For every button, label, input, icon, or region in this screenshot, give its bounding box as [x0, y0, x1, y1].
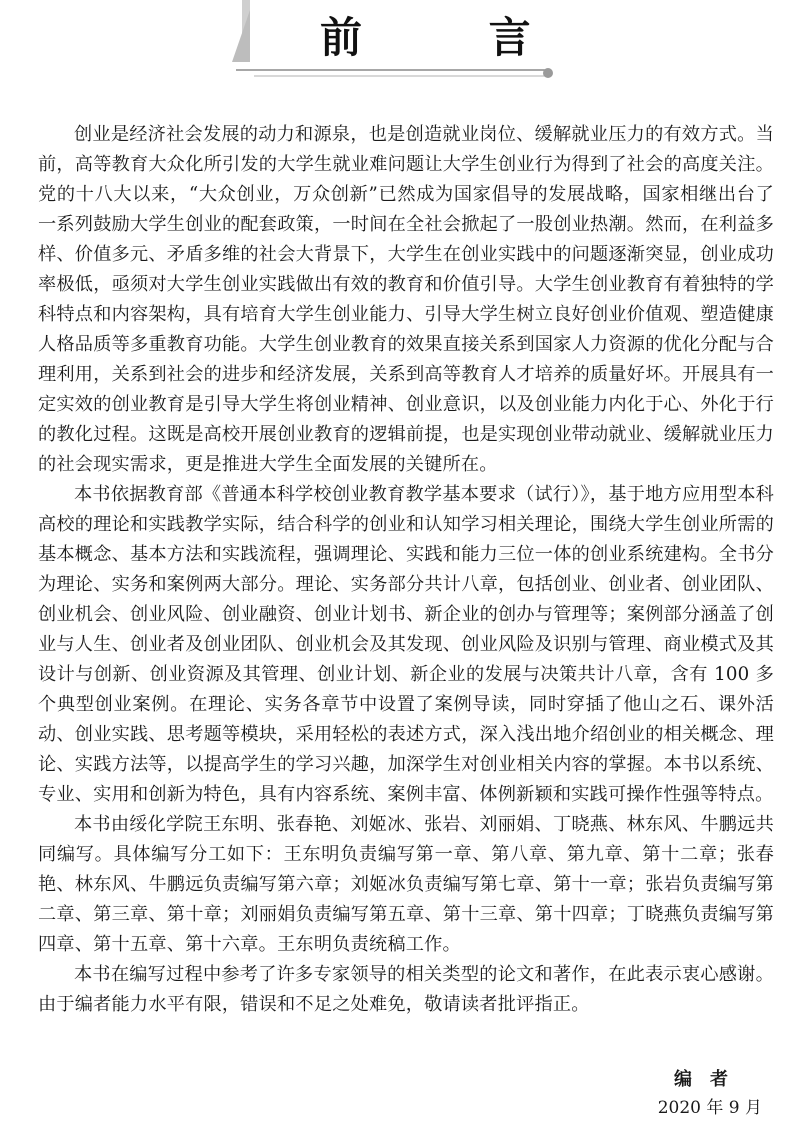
page-title: 前 言	[320, 13, 587, 62]
date-label: 2020 年 9 月	[657, 1098, 762, 1118]
paragraph: 创业是经济社会发展的动力和源泉，也是创造就业岗位、缓解就业压力的有效方式。当前，高等教育大众化所引发的大学生就业难问题让大学生创业行为得到了社会的高度关注。党的十八大以来，“大众创业，万众创新”已然成为国家倡导的发展战略，国家相继出台了一系列鼓励大学生创业的配套政策，一时间在全社会掀起了一股创业热潮。然而，在利益多样、价值多元、矛盾多维的社会大背景下，大学生在创业实践中的问题逐渐突显，创业成功率极低，亟须对大学生创业实践做出有效的教育和价值引导。大学生创业教育有着独特的学科特点和内容架构，具有培育大学生创业能力、引导大学生树立良好创业价值观、塑造健康人格品质等多重教育功能。大学生创业教育的效果直接关系到国家人力资源的优化分配与合理利用，关系到社会的进步和经济发展，关系到高等教育人才培养的质量好坏。开展具有一定实效的创业教育是引导大学生将创业精神、创业意识，以及创业能力内化于心、外化于行的教化过程。这既是高校开展创业教育的逻辑前提，也是实现创业带动就业、缓解就业压力的社会现实需求，更是推进大学生全面发展的关键所在。	[38, 124, 774, 475]
paragraph: 本书依据教育部《普通本科学校创业教育教学基本要求（试行）》，基于地方应用型本科高校的理论和实践教学实际，结合科学的创业和认知学习相关理论，围绕大学生创业所需的基本概念、基本方法和实践流程，强调理论、实践和能力三位一体的创业系统建构。全书分为理论、实务和案例两大部分。理论、实务部分共计八章，包括创业、创业者、创业团队、创业机会、创业风险、创业融资、创业计划书、新企业的创办与管理等；案例部分涵盖了创业与人生、创业者及创业团队、创业机会及其发现、创业风险及识别与管理、商业模式及其设计与创新、创业资源及其管理、创业计划、新企业的发展与决策共计八章，含有 100 多个典型创业案例。在理论、实务各章节中设置了案例导读，同时穿插了他山之石、课外活动、创业实践、思考题等模块，采用轻松的表述方式，深入浅出地介绍创业的相关概念、理论、实践方法等，以提高学生的学习兴趣，加深学生对创业相关内容的掌握。本书以系统、专业、实用和创新为特色，具有内容系统、案例丰富、体例新颖和实践可操作性强等特点。	[38, 484, 774, 805]
author-label: 编者	[674, 1069, 746, 1090]
paragraph: 本书由绥化学院王东明、张春艳、刘姬冰、张岩、刘丽娟、丁晓燕、林东风、牛鹏远共同编写。具体编写分工如下：王东明负责编写第一章、第八章、第九章、第十二章；张春艳、林东风、牛鹏远负责编写第六章；刘姬冰负责编写第七章、第十一章；张岩负责编写第二章、第三章、第十章；刘丽娟负责编写第五章、第十三章、第十四章；丁晓燕负责编写第四章、第十五章、第十六章。王东明负责统稿工作。	[38, 814, 774, 955]
signature-block	[658, 1066, 762, 1122]
paragraph: 本书在编写过程中参考了许多专家领导的相关类型的论文和著作，在此表示衷心感谢。由于编者能力水平有限，错误和不足之处难免，敬请读者批评指正。	[38, 964, 774, 1015]
preface-body	[38, 120, 774, 1020]
title-banner	[232, 0, 587, 90]
